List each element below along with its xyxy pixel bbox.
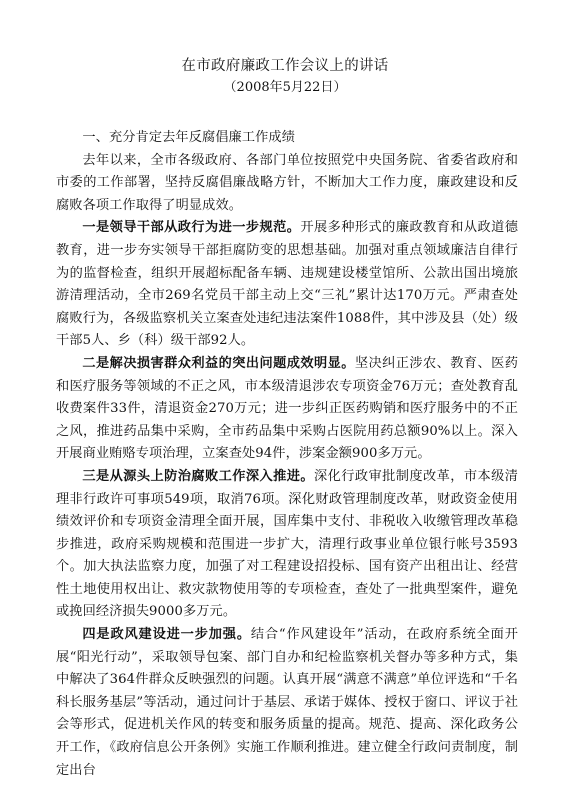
paragraph — [56, 466, 518, 624]
paragraph-text: 去年以来，全市各级政府、各部门单位按照党中央国务院、省委省政府和市委的工作部署，坚持反腐倡廉战略方针，不断加大工作力度，廉政建设和反腐败各项工作取得了明显成效。 — [56, 152, 518, 213]
paragraph-lead: 四是政风建设进一步加强。 — [82, 627, 251, 643]
paragraph-text: 坚决纠正涉农、教育、医药和医疗服务等领域的不正之风，市本级清退涉农专项资金76万元；查处教育乱收费案件33件，清退资金270万元；进一步纠正医药购销和医疗服务中的不正之风，推进药品集中采购，全市药品集中采购占医院用药总额90%以上。深入开展商业贿赂专项治理，立案查处94件，涉案金额900多万元。 — [56, 355, 519, 462]
paragraph-text: 深化行政审批制度改革，市本级清理非行政许可事项549项，取消76项。深化财政管理制度改革，财政资金使用绩效评价和专项资金清理全面开展，国库集中支付、非税收入收缴管理改革稳步推进，政府采购规模和范围进一步扩大，清理行政事业单位银行帐号3593个。加大执法监察力度，加强了对工程建设招投标、国有资产出租出让、经营性土地使用权出让、救灾款物使用等的专项检查，查处了一批典型案件，避免或挽回经济损失9000多万元。 — [56, 468, 518, 620]
paragraph — [56, 353, 518, 466]
paragraph-lead: 三是从源头上防治腐败工作深入推进。 — [82, 468, 314, 484]
paragraph-text: 结合“作风建设年”活动，在政府系统全面开展“阳光行动”，采取领导包案、部门自办和纪检监察机关督办等多种方式，集中解决了364件群众反映强烈的问题。认真开展“满意不满意”单位评选和“千名科长服务基层”等活动，通过问计于基层、承诺于媒体、授权于窗口、评议于社会等形式，促进机关作风的转变和服务质量的提高。规范、提高、深化政务公开工作，《政府信息公开条例》实施工作顺利推进。建立健全行政问责制度，制定出台 — [56, 627, 518, 778]
paragraph-lead: 二是解决损害群众利益的突出问题成效明显。 — [82, 355, 355, 371]
document-date: （2008年5月22日） — [223, 80, 347, 95]
paragraph — [56, 624, 518, 782]
section-heading: 一、充分肯定去年反腐倡廉工作成绩 — [82, 130, 295, 145]
paragraph-text: 开展多种形式的廉政教育和从政道德教育，进一步夯实领导干部拒腐防变的思想基础。加强对重点领域廉洁自律行为的监督检查，组织开展超标配备车辆、违规建设楼堂馆所、公款出国出境旅游清理活动，全市269名党员干部主动上交“三礼”累计达170万元。严肃查处腐败行为，各级监察机关立案查处违纪违法案件1088件，其中涉及县（处）级干部5人、乡（科）级干部92人。 — [56, 220, 518, 349]
paragraph — [56, 150, 518, 218]
paragraph — [56, 217, 518, 353]
paragraph-lead: 一是领导干部从政行为进一步规范。 — [82, 220, 301, 236]
document-body — [56, 127, 518, 782]
document-title: 在市政府廉政工作会议上的讲话 — [181, 58, 389, 74]
